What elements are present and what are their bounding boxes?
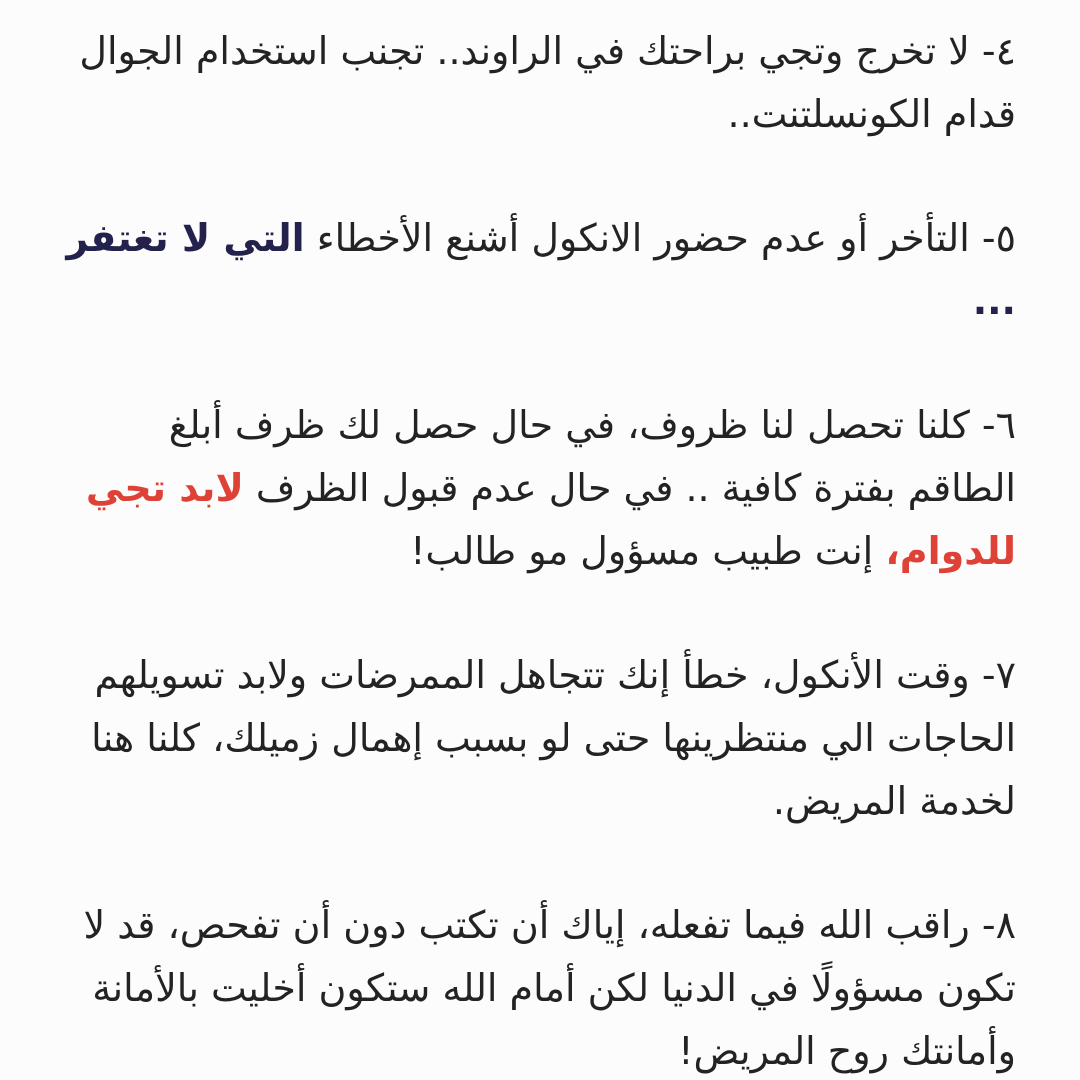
paragraph-6-text: ٦- كلنا تحصل لنا ظروف، في حال حصل لك ظرف أبلغ الطاقم بفترة كافية .. في حال عدم قبول الظرف — [168, 403, 1016, 510]
paragraph-8-text: ٨- راقب الله فيما تفعله، إياك أن تكتب دون أن تفحص، قد لا تكون مسؤولًا في الدنيا لكن أمام الله ستكون أخليت بالأمانة وأمانتك روح المريض! — [83, 903, 1016, 1073]
paragraph-5-text: ٥- التأخر أو عدم حضور الانكول أشنع الأخطاء — [304, 216, 1016, 260]
paragraph-5-emphasis: التي لا تغتفر ... — [66, 216, 1016, 323]
paragraph-8 — [64, 894, 1016, 1080]
paragraph-6-emphasis: لابد تجي للدوام، — [85, 466, 1016, 573]
paragraph-4-text: ٤- لا تخرج وتجي براحتك في الراوند.. تجنب استخدام الجوال قدام الكونسلتنت.. — [79, 29, 1016, 136]
paragraph-4 — [64, 20, 1016, 146]
paragraph-7-text: ٧- وقت الأنكول، خطأ إنك تتجاهل الممرضات ولابد تسويلهم الحاجات الي منتظرينها حتى لو بسبب إهمال زميلك، كلنا هنا لخدمة المريض. — [91, 653, 1016, 823]
paragraph-5 — [64, 207, 1016, 333]
paragraph-6-text-end: إنت طبيب مسؤول مو طالب! — [410, 529, 886, 573]
paragraph-6 — [64, 394, 1016, 583]
paragraph-7 — [64, 644, 1016, 833]
